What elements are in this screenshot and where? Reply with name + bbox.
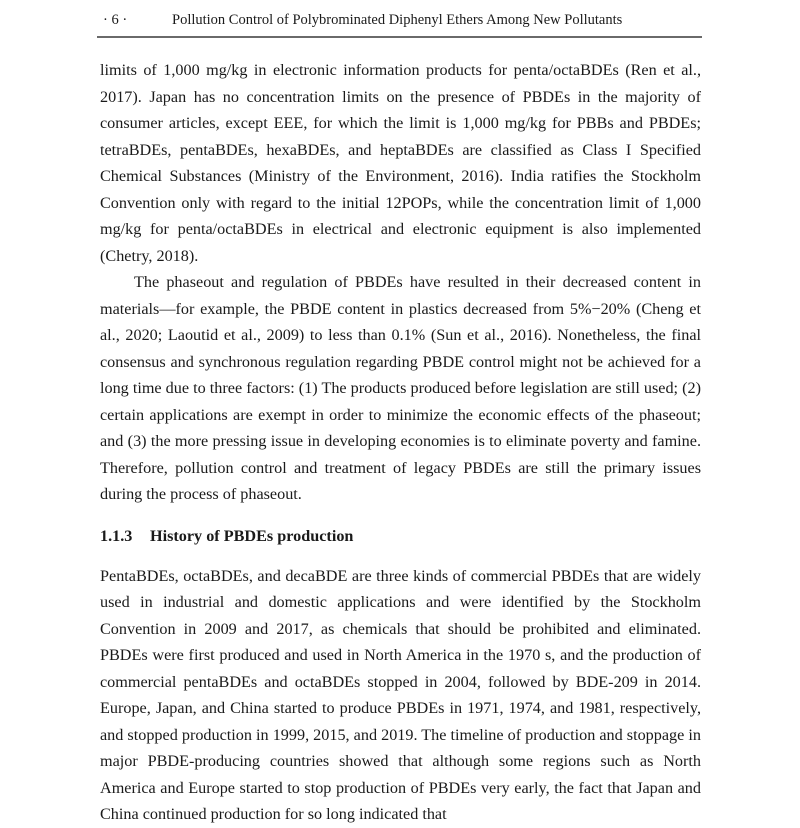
page-number: · 6 ·: [103, 12, 128, 28]
paragraph-continued: limits of 1,000 mg/kg in electronic information products for penta/octaBDEs (Ren et al., 2017). Japan has no concentration limits on the presence of PBDEs in the majority of consumer articles, except EEE, for which the limit is 1,000 mg/kg for PBBs and PBDEs; tetraBDEs, pentaBDEs, hexaBDEs, and heptaBDEs are classified as Class I Specified Chemical Substances (Ministry of the Environment, 2016). India ratifies the Stockholm Convention only with regard to the initial 12POPs, while the concentration limit of 1,000 mg/kg for penta/octaBDEs in electrical and electronic equipment is also implemented (Chetry, 2018).: [100, 61, 701, 265]
section-heading: [100, 523, 701, 549]
paragraph-phaseout: The phaseout and regulation of PBDEs have resulted in their decreased content in materials—for example, the PBDE content in plastics decreased from 5%−20% (Cheng et al., 2020; Laoutid et al., 2009) to less than 0.1% (Sun et al., 2016). Nonetheless, the final consensus and synchronous regulation regarding PBDE control might not be achieved for a long time due to three factors: (1) The products produced before legislation are still used; (2) certain applications are exempt in order to minimize the economic effects of the phaseout; and (3) the more pressing issue in developing economies is to eliminate poverty and famine. Therefore, pollution control and treatment of legacy PBDEs are still the primary issues during the process of phaseout.: [100, 273, 701, 503]
paragraph-history: PentaBDEs, octaBDEs, and decaBDE are three kinds of commercial PBDEs that are widely used in industrial and domestic applications and were identified by the Stockholm Convention in 2009 and 2017, as chemicals that should be prohibited and eliminated. PBDEs were first produced and used in North America in the 1970 s, and the production of commercial pentaBDEs and octaBDEs stopped in 2004, followed by BDE-209 in 2014. Europe, Japan, and China started to produce PBDEs in 1971, 1974, and 1981, respectively, and stopped production in 1999, 2015, and 2019. The timeline of production and stoppage in major PBDE-producing countries showed that although some regions such as North America and Europe started to stop production of PBDEs very early, the fact that Japan and China continued production for so long indicated that: [100, 566, 701, 823]
section-number: 1.1.3: [100, 526, 133, 545]
page-header: [100, 12, 702, 36]
running-title: Pollution Control of Polybrominated Diphenyl Ethers Among New Pollutants: [172, 12, 623, 28]
page-body: [100, 57, 701, 828]
header-rule: [97, 36, 702, 38]
section-title: History of PBDEs production: [150, 526, 354, 545]
